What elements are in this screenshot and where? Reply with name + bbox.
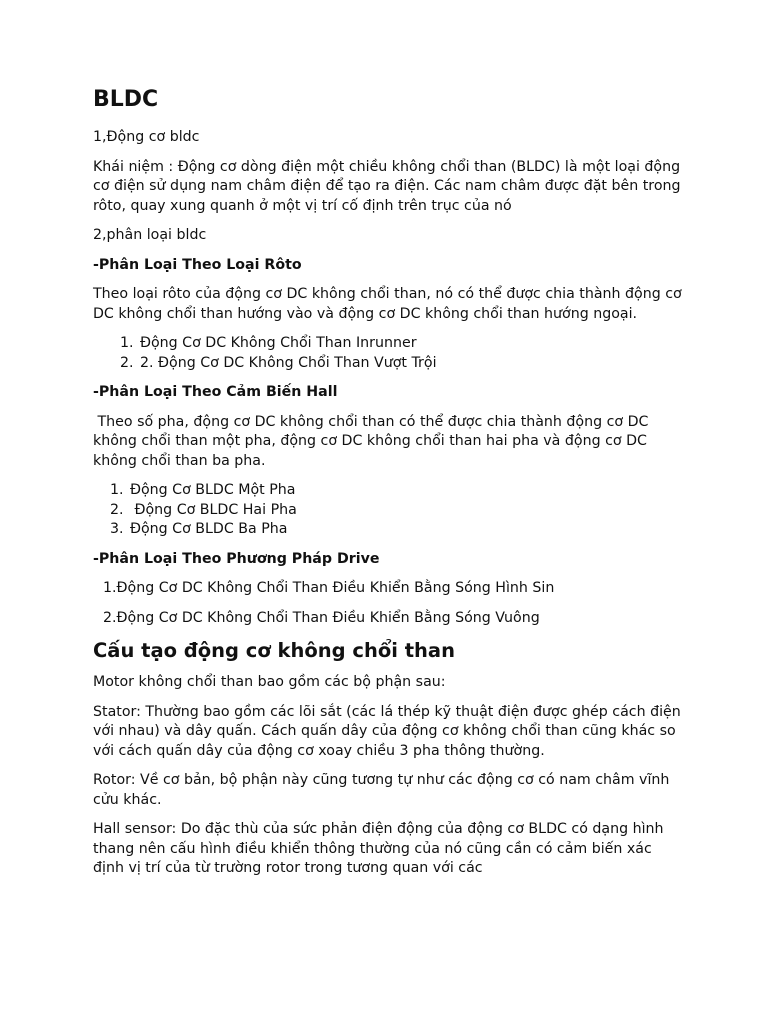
structure-heading: Cấu tạo động cơ không chổi than: [93, 639, 455, 662]
list-item: 2. 2. Động Cơ DC Không Chổi Than Vượt Trội: [138, 354, 683, 374]
rotor-type-list: [93, 334, 683, 373]
hall-sensor-paragraph: Hall sensor: Do đặc thù của sức phản điện động của động cơ BLDC có dạng hình thang nên cấu hình điều khiển thông thường của nó cũng cần có cảm biến xác định vị trí của từ trường rotor trong tương quan với các: [93, 821, 664, 876]
hall-paragraph-text: Theo số pha, động cơ DC không chổi than có thể được chia thành động cơ DC không chổi than một pha, động cơ DC không chổi than hai pha và động cơ DC không chổi than ba pha.: [93, 413, 649, 469]
section-1-label: 1,Động cơ bldc: [93, 129, 200, 145]
document-body: [93, 86, 683, 889]
rotor-part-paragraph: Rotor: Về cơ bản, bộ phận này cũng tương tự như các động cơ có nam châm vĩnh cửu khác.: [93, 772, 670, 808]
hall-classification-heading: -Phân Loại Theo Cảm Biến Hall: [93, 384, 338, 400]
motor-parts-intro: Motor không chổi than bao gồm các bộ phận sau:: [93, 674, 446, 690]
list-item-text: Động Cơ BLDC Hai Pha: [130, 501, 297, 518]
list-item: [128, 501, 683, 521]
list-item: 1. Động Cơ BLDC Một Pha: [128, 481, 683, 501]
list-item: 1. Động Cơ DC Không Chổi Than Inrunner: [138, 334, 683, 354]
definition-paragraph: Khái niệm : Động cơ dòng điện một chiều không chổi than (BLDC) là một loại động cơ điện sử dụng nam châm điện để tạo ra điện. Các nam châm được đặt bên trong rôto, quay xung quanh ở một vị trí cố định trên trục của nó: [93, 158, 681, 214]
document-title: BLDC: [93, 87, 159, 112]
hall-classification-paragraph: [93, 413, 683, 472]
phase-type-list: [93, 481, 683, 540]
drive-item-sine: 1.Động Cơ DC Không Chổi Than Điều Khiển Bằng Sóng Hình Sin: [103, 580, 555, 596]
list-item: 3. Động Cơ BLDC Ba Pha: [128, 520, 683, 540]
drive-classification-heading: -Phân Loại Theo Phương Pháp Drive: [93, 550, 380, 567]
stator-paragraph: Stator: Thường bao gồm các lõi sắt (các lá thép kỹ thuật điện được ghép cách điện với nhau) và dây quấn. Cách quấn dây của động cơ không chổi than cũng khác so với cách quấn dây của động cơ xoay chiều 3 pha thông thường.: [93, 703, 681, 759]
section-2-label: 2,phân loại bldc: [93, 227, 207, 243]
rotor-classification-paragraph: Theo loại rôto của động cơ DC không chổi than, nó có thể được chia thành động cơ DC không chổi than hướng vào và động cơ DC không chổi than hướng ngoại.: [93, 286, 682, 322]
rotor-classification-heading: -Phân Loại Theo Loại Rôto: [93, 256, 302, 273]
drive-item-square: 2.Động Cơ DC Không Chổi Than Điều Khiển Bằng Sóng Vuông: [103, 609, 540, 626]
